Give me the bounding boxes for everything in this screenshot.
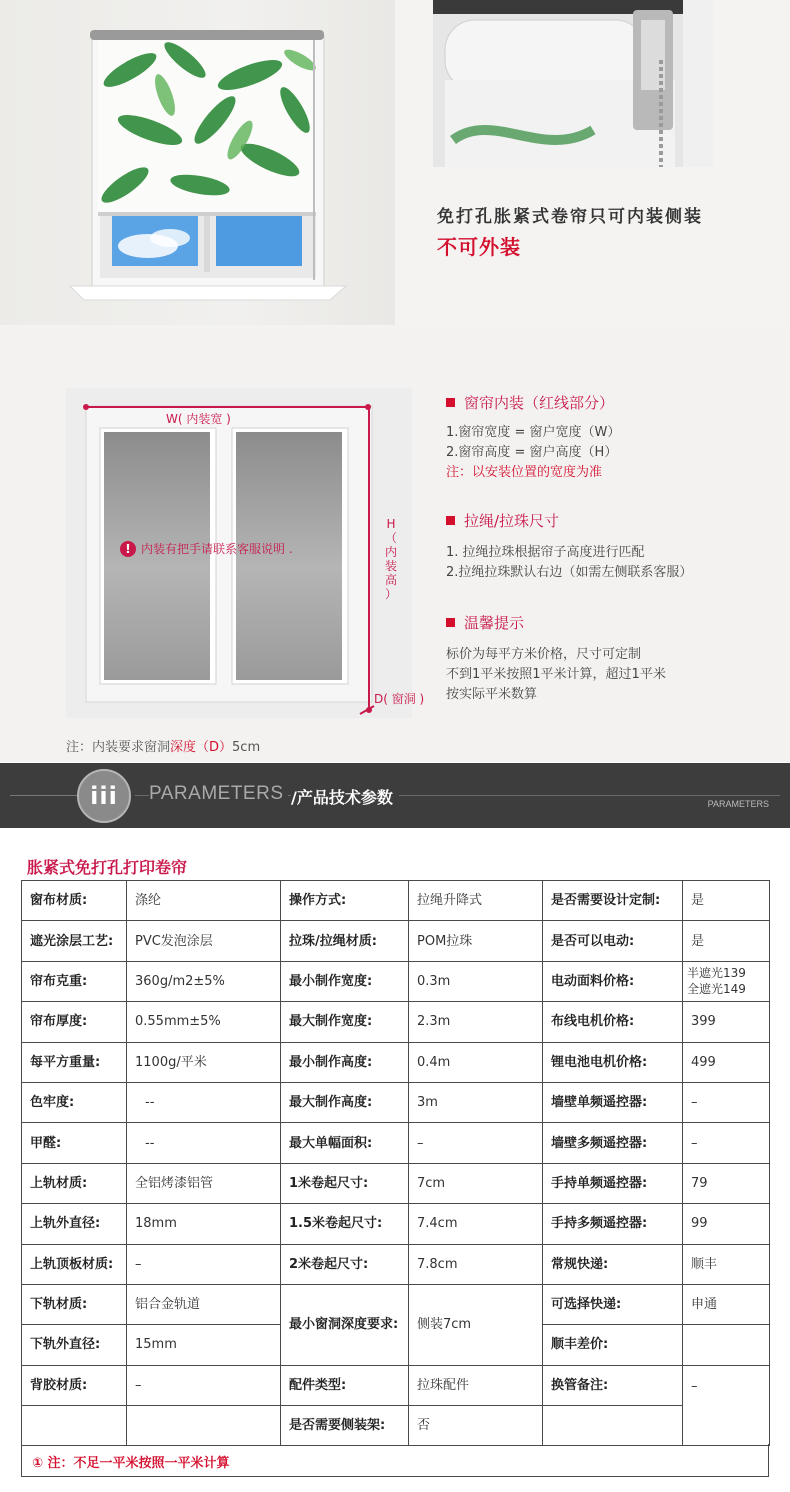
table-row — [22, 881, 770, 921]
param-value: 0.4m — [409, 1042, 543, 1082]
cord-size-info — [446, 510, 692, 583]
param-value — [683, 1325, 770, 1365]
param-key: 操作方式: — [281, 881, 409, 921]
param-key: 上轨材质: — [22, 1163, 127, 1203]
cord-size-heading-text: 拉绳/拉珠尺寸 — [464, 512, 560, 530]
height-label — [383, 517, 399, 601]
param-value: 是 — [683, 921, 770, 961]
alert-icon: ! — [120, 541, 136, 557]
param-key: 最小制作宽度: — [281, 961, 409, 1001]
param-value: 79 — [683, 1163, 770, 1203]
param-value: 499 — [683, 1042, 770, 1082]
param-value: PVC发泡涂层 — [127, 921, 281, 961]
parameters-banner — [0, 763, 790, 828]
param-key: 背胶材质: — [22, 1365, 127, 1405]
param-value: 0.55mm±5% — [127, 1002, 281, 1042]
param-key — [22, 1406, 127, 1446]
param-key: 配件类型: — [281, 1365, 409, 1405]
param-key: 手持单频遥控器: — [543, 1163, 683, 1203]
param-value: 0.3m — [409, 961, 543, 1001]
param-value: – — [683, 1082, 770, 1122]
param-value: 99 — [683, 1204, 770, 1244]
notice-line-2: 不可外装 — [437, 235, 521, 259]
param-key — [543, 1406, 683, 1446]
param-value: 7.4cm — [409, 1204, 543, 1244]
tips-heading — [446, 612, 666, 633]
inside-mount-diagram — [0, 330, 430, 762]
inside-mount-heading — [446, 392, 620, 413]
param-key: 最小制作高度: — [281, 1042, 409, 1082]
param-value — [127, 1406, 281, 1446]
param-value: 是 — [683, 881, 770, 921]
tips-info — [446, 612, 666, 705]
table-row — [22, 1123, 770, 1163]
inside-mount-heading-text: 窗帘内装（红线部分） — [464, 394, 615, 412]
info-line: 2.窗帘高度 = 窗户高度（H） — [446, 445, 618, 460]
param-value: 15mm — [127, 1325, 281, 1365]
param-value: 否 — [409, 1406, 543, 1446]
param-key: 1.5米卷起尺寸: — [281, 1204, 409, 1244]
param-key: 墙壁多频遥控器: — [543, 1123, 683, 1163]
banner-title-en: PARAMETERS — [149, 783, 288, 805]
param-key: 手持多频遥控器: — [543, 1204, 683, 1244]
bracket-illustration — [433, 0, 713, 167]
table-row — [22, 1204, 770, 1244]
param-value: 7.8cm — [409, 1244, 543, 1284]
param-key: 常规快递: — [543, 1244, 683, 1284]
param-key: 是否需要侧装架: — [281, 1406, 409, 1446]
param-key: 最小窗洞深度要求: — [281, 1284, 409, 1365]
param-value: 1100g/平米 — [127, 1042, 281, 1082]
param-value: POM拉珠 — [409, 921, 543, 961]
param-value: 3m — [409, 1082, 543, 1122]
param-key: 最大制作高度: — [281, 1082, 409, 1122]
depth-note-highlight: 深度（D） — [170, 740, 233, 755]
notice-line-1: 免打孔胀紧式卷帘只可内装侧装 — [437, 207, 703, 227]
param-key: 每平方重量: — [22, 1042, 127, 1082]
depth-label: D( 窗洞 ) — [374, 692, 425, 706]
window-illustration — [0, 0, 395, 325]
info-line: 按实际平米数算 — [446, 687, 538, 702]
tips-heading-text: 温馨提示 — [464, 614, 525, 632]
param-value: -- — [127, 1123, 281, 1163]
height-label-char: （ — [384, 531, 397, 545]
info-line: 1.窗帘宽度 = 窗户宽度（W） — [446, 425, 621, 440]
param-key: 上轨顶板材质: — [22, 1244, 127, 1284]
param-key: 遮光涂层工艺: — [22, 921, 127, 961]
table-row — [22, 961, 770, 1001]
param-value: 申通 — [683, 1284, 770, 1324]
param-key: 窗布材质: — [22, 881, 127, 921]
info-line: 标价为每平方米价格，尺寸可定制 — [446, 647, 642, 662]
param-key: 布线电机价格: — [543, 1002, 683, 1042]
bullet-square-icon — [446, 618, 455, 627]
depth-note-suffix: 5cm — [232, 740, 261, 755]
window-roller-blind-photo — [0, 0, 395, 325]
install-notice-section — [0, 0, 790, 330]
bullet-square-icon — [446, 398, 455, 407]
param-value: 涤纶 — [127, 881, 281, 921]
price-line: 半遮光139 — [687, 966, 746, 981]
param-value: 侧装7cm — [409, 1284, 543, 1365]
table-row — [22, 1002, 770, 1042]
param-key: 下轨外直径: — [22, 1325, 127, 1365]
height-label-char: 内 — [384, 545, 397, 559]
price-line: 全遮光149 — [687, 982, 746, 997]
cord-size-heading — [446, 510, 692, 531]
measurement-section — [0, 330, 790, 762]
table-row — [22, 1406, 770, 1446]
table-row — [22, 1082, 770, 1122]
info-line: 2.拉绳拉珠默认右边（如需左侧联系客服） — [446, 565, 693, 580]
bullet-square-icon — [446, 516, 455, 525]
param-key: 帘布克重: — [22, 961, 127, 1001]
param-value: 拉绳升降式 — [409, 881, 543, 921]
param-value: – — [683, 1365, 770, 1446]
param-value: 全铝烤漆铝管 — [127, 1163, 281, 1203]
table-row — [22, 1042, 770, 1082]
height-label-char: 装 — [384, 559, 397, 573]
param-key: 可选择快递: — [543, 1284, 683, 1324]
info-line: 不到1平米按照1平米计算，超过1平米 — [446, 667, 666, 682]
param-value: 399 — [683, 1002, 770, 1042]
handle-warning-text: 内装有把手请联系客服说明 . — [141, 542, 293, 556]
inside-mount-info — [446, 392, 620, 483]
roman-numeral-badge: iii — [77, 769, 131, 823]
info-line: 1. 拉绳拉珠根据帘子高度进行匹配 — [446, 545, 645, 560]
param-key: 上轨外直径: — [22, 1204, 127, 1244]
param-key: 换管备注: — [543, 1365, 683, 1405]
param-key: 帘布厚度: — [22, 1002, 127, 1042]
param-key: 最大单幅面积: — [281, 1123, 409, 1163]
height-label-char: ） — [384, 587, 397, 601]
param-value: -- — [127, 1082, 281, 1122]
banner-tag: PARAMETERS — [704, 799, 769, 809]
table-title: 胀紧式免打孔打印卷帘 — [27, 858, 188, 877]
banner-title-cn: /产品技术参数 — [291, 785, 399, 808]
table-row — [22, 1365, 770, 1405]
height-label-char: H — [386, 517, 396, 531]
param-key: 拉珠/拉绳材质: — [281, 921, 409, 961]
bracket-detail-photo — [433, 0, 713, 167]
param-key: 是否需要设计定制: — [543, 881, 683, 921]
handle-warning — [120, 540, 293, 557]
parameters-table — [21, 880, 770, 1446]
depth-note-prefix: 注：内装要求窗洞 — [66, 740, 171, 755]
info-note: 注：以安装位置的宽度为准 — [446, 465, 603, 480]
param-key: 1米卷起尺寸: — [281, 1163, 409, 1203]
param-key: 色牢度: — [22, 1082, 127, 1122]
divider-line — [10, 795, 77, 796]
param-key: 下轨材质: — [22, 1284, 127, 1324]
param-key: 电动面料价格: — [543, 961, 683, 1001]
width-label: W( 内装宽 ) — [166, 412, 231, 426]
param-key: 甲醛: — [22, 1123, 127, 1163]
param-value: – — [409, 1123, 543, 1163]
param-value: – — [127, 1365, 281, 1405]
param-value: 360g/m2±5% — [127, 961, 281, 1001]
table-row — [22, 1163, 770, 1203]
param-value — [683, 961, 770, 1001]
param-key: 2米卷起尺寸: — [281, 1244, 409, 1284]
param-value: 2.3m — [409, 1002, 543, 1042]
param-value: – — [127, 1244, 281, 1284]
height-label-char: 高 — [384, 573, 397, 587]
depth-requirement-note — [66, 736, 260, 755]
table-row — [22, 921, 770, 961]
param-value: 拉珠配件 — [409, 1365, 543, 1405]
param-value: 7cm — [409, 1163, 543, 1203]
param-value: – — [683, 1123, 770, 1163]
table-footnote: ① 注：不足一平米按照一平米计算 — [21, 1444, 769, 1477]
param-key: 顺丰差价: — [543, 1325, 683, 1365]
param-key: 墙壁单频遥控器: — [543, 1082, 683, 1122]
table-row — [22, 1244, 770, 1284]
param-value: 顺丰 — [683, 1244, 770, 1284]
table-row — [22, 1284, 770, 1324]
param-key: 是否可以电动: — [543, 921, 683, 961]
param-key: 最大制作宽度: — [281, 1002, 409, 1042]
param-key: 锂电池电机价格: — [543, 1042, 683, 1082]
param-value: 18mm — [127, 1204, 281, 1244]
param-value: 铝合金轨道 — [127, 1284, 281, 1324]
